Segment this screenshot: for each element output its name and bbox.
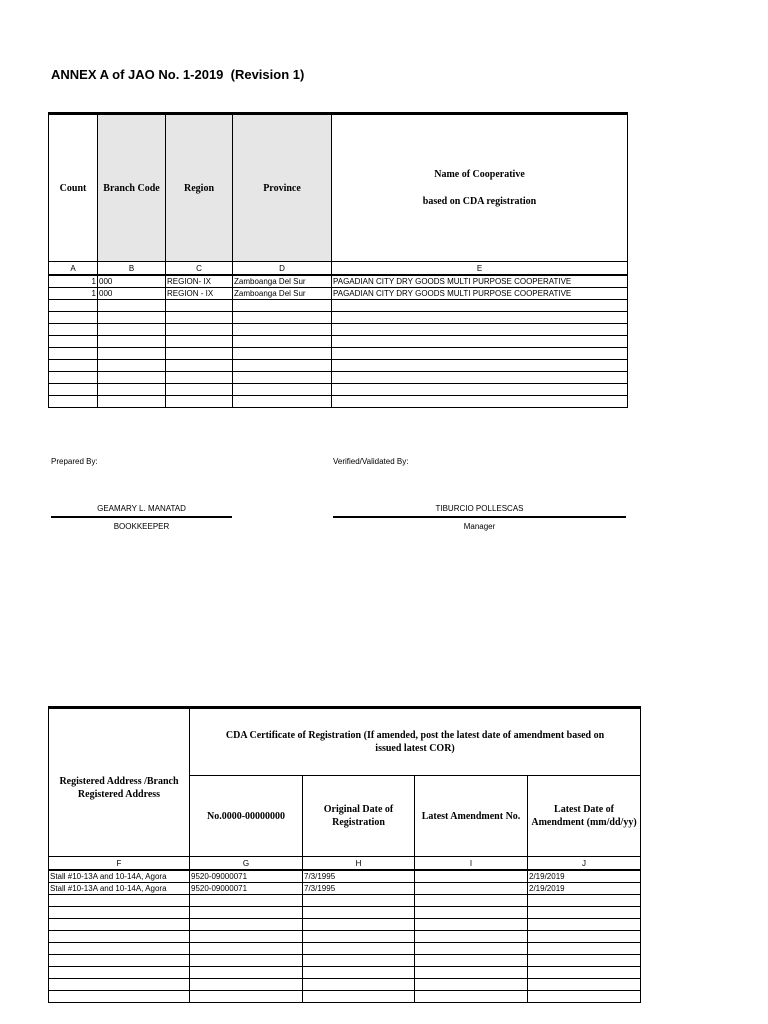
cell-branch-code: 000 — [98, 288, 166, 300]
cell-branch-code: 000 — [98, 275, 166, 288]
cell-count: 1 — [49, 275, 98, 288]
cell-certificate-number: 9520-09000071 — [190, 883, 303, 895]
cell-registered-address: Stall #10-13A and 10-14A, Agora — [49, 883, 190, 895]
empty-row — [49, 396, 628, 408]
table-row — [49, 288, 628, 300]
column-letter: D — [233, 262, 332, 276]
prepared-by-label: Prepared By: — [51, 457, 98, 466]
header-cda-certificate: CDA Certificate of Registration (If amended, post the latest date of amendment based on issued latest COR) — [190, 708, 641, 776]
verified-by-name: TIBURCIO POLLESCAS — [435, 504, 524, 513]
column-letter: J — [528, 857, 641, 871]
verified-by-label: Verified/Validated By: — [333, 457, 409, 466]
header-certificate-number: No.0000-00000000 — [190, 776, 303, 857]
empty-row — [49, 979, 641, 991]
empty-row — [49, 348, 628, 360]
cell-cooperative-name: PAGADIAN CITY DRY GOODS MULTI PURPOSE COOPERATIVE — [332, 275, 628, 288]
prepared-by-name: GEAMARY L. MANATAD — [97, 504, 186, 513]
cell-province: Zamboanga Del Sur — [233, 288, 332, 300]
empty-row — [49, 907, 641, 919]
cell-original-date: 7/3/1995 — [303, 883, 415, 895]
column-letter: I — [415, 857, 528, 871]
header-cooperative-name-line2: based on CDA registration — [422, 196, 537, 207]
column-letter: E — [332, 262, 628, 276]
cell-count: 1 — [49, 288, 98, 300]
header-original-date: Original Date of Registration — [303, 776, 415, 857]
column-letter: G — [190, 857, 303, 871]
table-row — [49, 883, 641, 895]
cell-certificate-number: 9520-09000071 — [190, 870, 303, 883]
column-letter: A — [49, 262, 98, 276]
verified-signature-line — [333, 516, 626, 518]
cell-cooperative-name: PAGADIAN CITY DRY GOODS MULTI PURPOSE COOPERATIVE — [332, 288, 628, 300]
header-province: Province — [233, 114, 332, 262]
column-letter: F — [49, 857, 190, 871]
cell-region: REGION - IX — [166, 288, 233, 300]
cell-latest-amendment-date: 2/19/2019 — [528, 870, 641, 883]
empty-row — [49, 919, 641, 931]
column-letter: B — [98, 262, 166, 276]
header-branch-code: Branch Code — [98, 114, 166, 262]
column-letter: C — [166, 262, 233, 276]
header-row — [49, 708, 641, 776]
cell-region: REGION- IX — [166, 275, 233, 288]
cell-registered-address: Stall #10-13A and 10-14A, Agora — [49, 870, 190, 883]
document-title: ANNEX A of JAO No. 1-2019 (Revision 1) — [51, 67, 305, 82]
cell-original-date: 7/3/1995 — [303, 870, 415, 883]
header-latest-amendment-date: Latest Date of Amendment (mm/dd/yy) — [528, 776, 641, 857]
column-letter: H — [303, 857, 415, 871]
empty-row — [49, 931, 641, 943]
header-cooperative-name — [332, 114, 628, 262]
column-letter-row — [49, 857, 641, 871]
empty-row — [49, 300, 628, 312]
verified-by-title: Manager — [463, 522, 496, 531]
header-region: Region — [166, 114, 233, 262]
cell-province: Zamboanga Del Sur — [233, 275, 332, 288]
empty-row — [49, 324, 628, 336]
header-registered-address: Registered Address /Branch Registered Address — [49, 708, 190, 857]
empty-row — [49, 312, 628, 324]
empty-row — [49, 336, 628, 348]
table-row — [49, 870, 641, 883]
prepared-signature-line — [51, 516, 232, 518]
empty-row — [49, 955, 641, 967]
header-cooperative-name-line1: Name of Cooperative — [434, 169, 525, 180]
cell-amendment-no — [415, 870, 528, 883]
table-row — [49, 275, 628, 288]
header-latest-amendment-no: Latest Amendment No. — [415, 776, 528, 857]
empty-row — [49, 360, 628, 372]
column-letter-row — [49, 262, 628, 276]
registration-table — [48, 706, 641, 1003]
empty-row — [49, 372, 628, 384]
empty-row — [49, 384, 628, 396]
empty-row — [49, 967, 641, 979]
cooperative-table — [48, 112, 628, 408]
cell-latest-amendment-date: 2/19/2019 — [528, 883, 641, 895]
header-row — [49, 114, 628, 262]
empty-row — [49, 991, 641, 1003]
cell-amendment-no — [415, 883, 528, 895]
prepared-by-title: BOOKKEEPER — [113, 522, 170, 531]
header-count: Count — [49, 114, 98, 262]
empty-row — [49, 895, 641, 907]
empty-row — [49, 943, 641, 955]
